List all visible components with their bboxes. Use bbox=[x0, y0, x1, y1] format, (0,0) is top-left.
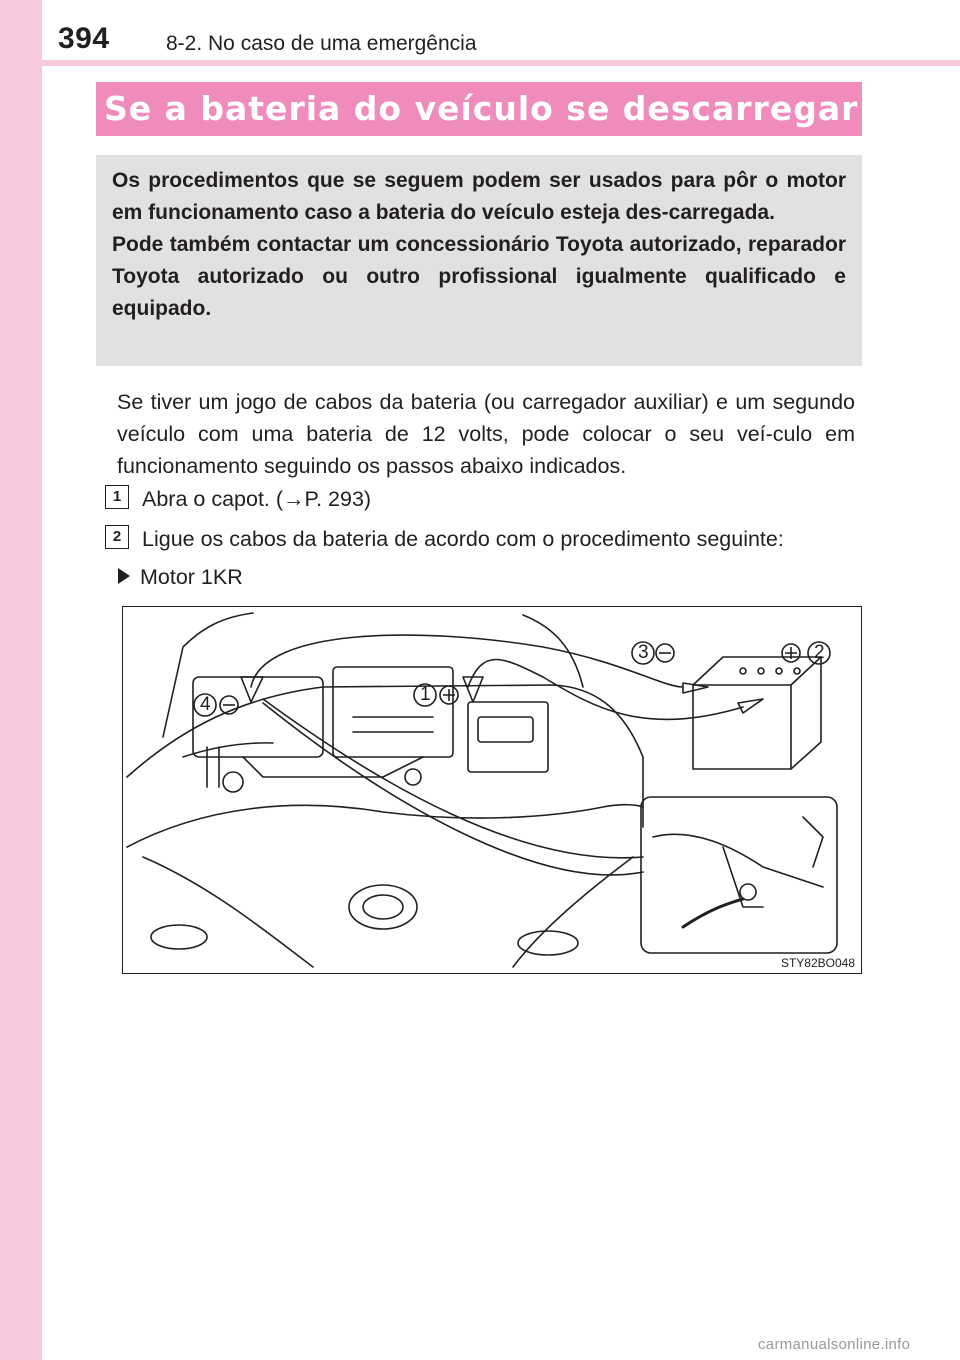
intro-paragraph-2: Pode também contactar um concessionário Toyota autorizado, reparador Toyota autorizado ou outro profissional igualmente qualificado e equipado. bbox=[112, 233, 846, 320]
header-rule bbox=[42, 60, 960, 66]
figure-code: STY82BO048 bbox=[780, 956, 855, 970]
step-1-text: Abra o capot. (→P. 293) bbox=[142, 487, 372, 511]
callout-3: 3 bbox=[638, 642, 649, 663]
car-front-bumper bbox=[127, 805, 643, 847]
watermark: carmanualsonline.info bbox=[758, 1336, 911, 1353]
chapter-heading: 8-2. No caso de uma emergência bbox=[166, 32, 477, 55]
booster-battery bbox=[693, 657, 821, 769]
callout-1: 1 bbox=[420, 684, 431, 705]
callout-4: 4 bbox=[200, 694, 211, 715]
cable-red bbox=[251, 635, 683, 687]
sub-item-text: Motor 1KR bbox=[140, 565, 243, 589]
engine-bay-drawing bbox=[123, 607, 861, 973]
step-2-text: Ligue os cabos da bateria de acordo com o procedimento seguinte: bbox=[142, 527, 784, 551]
intro-paragraph-1: Os procedimentos que se seguem podem ser usados para pôr o motor em funcionamento caso a bateria do veículo esteja des-carregada. bbox=[112, 169, 846, 224]
step-2-number-badge: 2 bbox=[105, 525, 129, 549]
side-color-strip bbox=[0, 0, 42, 1360]
sub-item-engine bbox=[118, 561, 243, 593]
section-title: Se a bateria do veículo se descarregar bbox=[96, 82, 862, 136]
step-1-number-badge: 1 bbox=[105, 485, 129, 509]
page-number: 394 bbox=[58, 22, 110, 55]
intro-box bbox=[96, 155, 862, 366]
body-paragraph: Se tiver um jogo de cabos da bateria (ou carregador auxiliar) e um segundo veículo com uma bateria de 12 volts, pode colocar o seu veí-culo em funcionamento seguindo os passos abaixo indicados. bbox=[117, 390, 855, 478]
detail-inset-frame bbox=[641, 797, 837, 953]
triangle-arrow-icon bbox=[118, 568, 130, 584]
callout-2: 2 bbox=[814, 642, 825, 663]
jump-start-illustration bbox=[122, 606, 862, 974]
cable-red-2 bbox=[468, 660, 743, 720]
